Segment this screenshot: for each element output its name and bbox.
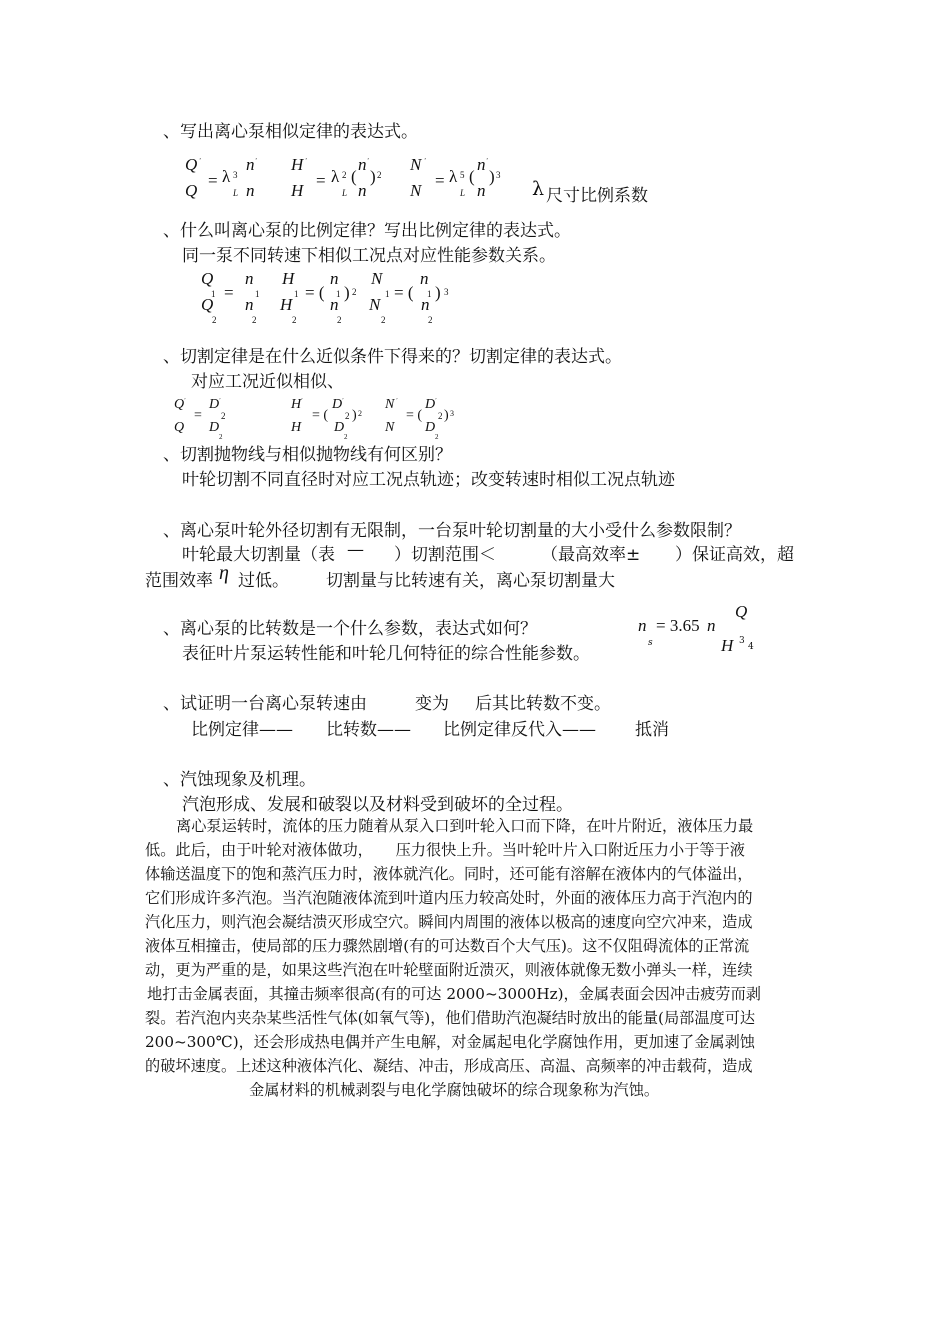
cavitation-line-7: 动，更为严重的是，如果这些汽泡在叶轮壁面附近溃灭，则液体就像无数小弹头一样，连续 <box>145 961 753 979</box>
question-3: 、切割定律是在什么近似条件下得来的？切割定律的表达式。 <box>163 347 622 367</box>
cavitation-line-8: 地打击金属表面，其撞击频率很高(有的可达 2000~3000Hz)，金属表面会因冲击疲劳而剥 <box>147 985 761 1003</box>
svg-text:n: n <box>330 295 339 314</box>
question-8: 、汽蚀现象及机理。 <box>163 770 316 790</box>
svg-text:': ' <box>184 398 186 404</box>
similarity-law-formulas <box>180 152 540 204</box>
question-1: 、写出离心泵相似定律的表达式。 <box>163 122 418 142</box>
svg-text:2: 2 <box>352 287 357 297</box>
cavitation-line-10: 200~300℃)，还会形成热电偶并产生电解，对金属起电化学腐蚀作用，更加速了金属剥蚀 <box>145 1033 755 1051</box>
svg-text:3: 3 <box>444 287 449 297</box>
svg-text:n: n <box>477 155 486 174</box>
svg-text:N: N <box>385 397 395 412</box>
svg-text:n: n <box>330 269 339 288</box>
cutting-law-formulas <box>170 392 470 442</box>
svg-text:': ' <box>435 398 437 404</box>
svg-text:λ: λ <box>331 167 340 186</box>
svg-text:1: 1 <box>294 289 299 299</box>
answer-5-line1d: （最高效率± <box>541 545 641 565</box>
svg-text:D: D <box>334 420 345 435</box>
svg-text:3: 3 <box>233 170 238 180</box>
question-7-part-b: 变为 <box>415 694 449 714</box>
svg-text:n: n <box>245 295 254 314</box>
answer-5-line2a: 范围效率 <box>145 571 213 591</box>
svg-text:L: L <box>460 188 466 198</box>
svg-text:Q: Q <box>185 181 198 200</box>
svg-text:': ' <box>342 398 344 404</box>
question-6: 、离心泵的比转数是一个什么参数，表达式如何？ <box>163 619 537 639</box>
svg-text:= (: = ( <box>312 408 329 423</box>
svg-text:5: 5 <box>460 170 465 180</box>
svg-text:): ) <box>344 283 350 302</box>
question-4: 、切割抛物线与相似抛物线有何区别？ <box>163 445 452 465</box>
answer-7-a: 比例定律—— <box>191 720 293 740</box>
svg-text:': ' <box>367 157 369 165</box>
svg-text:D: D <box>209 397 220 412</box>
svg-text:2: 2 <box>381 315 386 325</box>
svg-text:N: N <box>385 420 395 435</box>
svg-text:1: 1 <box>255 289 260 299</box>
proportional-law-formulas <box>195 268 475 326</box>
lambda-symbol: λ <box>532 178 545 200</box>
svg-text:= (: = ( <box>406 408 423 423</box>
cavitation-line-4: 它们形成许多汽泡。当汽泡随液体流到叶道内压力较高处时，外面的液体压力高于汽泡内的 <box>145 889 753 907</box>
cavitation-line-9: 裂。若汽泡内夹杂某些活性气体(如氧气等)，他们借助汽泡凝结时放出的能量(局部温度可达 <box>145 1009 756 1027</box>
svg-text:2: 2 <box>221 411 226 421</box>
svg-text:1: 1 <box>385 289 390 299</box>
svg-text:L: L <box>342 188 348 198</box>
svg-text:': ' <box>305 157 307 165</box>
svg-text:': ' <box>301 398 303 404</box>
svg-text:=: = <box>194 408 202 423</box>
question-7-part-a: 、试证明一台离心泵转速由 <box>163 694 367 714</box>
svg-text:n: n <box>245 269 254 288</box>
svg-text:H: H <box>291 155 304 174</box>
cavitation-line-2: 低。此后，由于叶轮对液体做功， 压力很快上升。当叶轮叶片入口附近压力小于等于液 <box>145 841 745 859</box>
svg-text:': ' <box>424 157 426 165</box>
svg-text:2: 2 <box>428 315 433 325</box>
question-7-part-c: 后其比转数不变。 <box>475 694 611 714</box>
svg-text:3: 3 <box>496 170 501 180</box>
svg-text:2: 2 <box>377 170 382 180</box>
svg-text:L: L <box>233 188 239 198</box>
svg-text:λ: λ <box>449 167 458 186</box>
svg-text:2: 2 <box>219 433 223 441</box>
answer-5-line1e: ）保证高效，超 <box>675 545 794 565</box>
svg-text:2: 2 <box>345 411 350 421</box>
svg-text:D: D <box>425 420 436 435</box>
svg-text:': ' <box>486 157 488 165</box>
svg-text:2: 2 <box>292 315 297 325</box>
svg-text:): ) <box>352 408 357 423</box>
svg-text:D: D <box>425 397 436 412</box>
answer-5-line2b: 过低。 <box>238 571 289 591</box>
svg-text:n: n <box>358 155 367 174</box>
cavitation-line-6: 液体互相撞击，使局部的压力骤然剧增(有的可达数百个大气压)。这不仅阻碍流体的正常流 <box>145 937 750 955</box>
svg-text:Q: Q <box>174 397 185 412</box>
svg-text:': ' <box>199 157 201 165</box>
svg-text:N: N <box>369 295 381 314</box>
cavitation-line-11: 的破坏速度。上述这种液体汽化、凝结、冲击，形成高压、高温、高频率的冲击载荷，造成 <box>145 1057 753 1075</box>
answer-7-c: 比例定律反代入—— <box>443 720 596 740</box>
svg-text:2: 2 <box>252 315 257 325</box>
svg-text:): ) <box>489 167 495 186</box>
svg-text:2: 2 <box>212 315 217 325</box>
lambda-note: 尺寸比例系数 <box>546 186 648 206</box>
svg-text:2: 2 <box>344 433 348 441</box>
svg-text:H: H <box>291 397 302 412</box>
svg-text:3: 3 <box>450 409 454 418</box>
question-2: 、什么叫离心泵的比例定律？写出比例定律的表达式。 <box>163 221 571 241</box>
answer-7-d: 抵消 <box>635 720 669 740</box>
answer-5-line2c: 切割量与比转速有关，离心泵切割量大 <box>326 571 615 591</box>
svg-text:H: H <box>282 269 295 288</box>
answer-6: 表征叶片泵运转性能和叶轮几何特征的综合性能参数。 <box>182 644 590 664</box>
cavitation-line-5: 汽化压力，则汽泡会凝结溃灭形成空穴。瞬间内周围的液体以极高的速度向空穴冲来，造成 <box>145 913 753 931</box>
svg-text:n: n <box>420 269 429 288</box>
svg-text:2: 2 <box>358 409 362 418</box>
svg-text:λ: λ <box>222 167 231 186</box>
answer-5-line1c: ）切割范围＜ <box>394 545 496 565</box>
svg-text:(: ( <box>469 167 475 186</box>
svg-text:): ) <box>444 408 449 423</box>
svg-text:2: 2 <box>435 433 439 441</box>
svg-text:n: n <box>421 295 430 314</box>
svg-text:D: D <box>332 397 343 412</box>
cavitation-line-3: 体输送温度下的饱和蒸汽压力时，液体就汽化。同时，还可能有溶解在液体内的气体溢出， <box>145 865 753 883</box>
svg-text:': ' <box>219 398 221 404</box>
svg-text:H: H <box>280 295 293 314</box>
svg-text:n: n <box>246 155 255 174</box>
answer-5-line1a: 叶轮最大切割量（表 <box>182 545 335 565</box>
svg-text:= (: = ( <box>394 283 414 302</box>
svg-text:(: ( <box>351 167 357 186</box>
svg-text:N: N <box>410 155 422 174</box>
svg-text:2: 2 <box>342 170 347 180</box>
svg-text:': ' <box>255 157 257 165</box>
eta-symbol: η <box>219 562 229 584</box>
question-5: 、离心泵叶轮外径切割有无限制，一台泵叶轮切割量的大小受什么参数限制？ <box>163 521 741 541</box>
svg-text:=: = <box>224 283 234 302</box>
answer-3: 对应工况近似相似、 <box>191 372 344 392</box>
svg-text:1: 1 <box>427 289 432 299</box>
svg-text:=: = <box>435 171 445 190</box>
svg-text:= (: = ( <box>305 283 325 302</box>
answer-2: 同一泵不同转速下相似工况点对应性能参数关系。 <box>182 246 556 266</box>
svg-text:Q: Q <box>201 295 214 314</box>
svg-text:N: N <box>410 181 422 200</box>
svg-text:': ' <box>396 398 398 404</box>
svg-text:H: H <box>291 420 302 435</box>
answer-4: 叶轮切割不同直径时对应工况点轨迹；改变转速时相似工况点轨迹 <box>182 470 675 490</box>
svg-text:n: n <box>246 181 255 200</box>
svg-text:Q: Q <box>201 269 214 288</box>
svg-text:2: 2 <box>438 411 443 421</box>
svg-text:n: n <box>358 181 367 200</box>
svg-text:1: 1 <box>211 289 216 299</box>
svg-text:H: H <box>291 181 304 200</box>
svg-text:1: 1 <box>336 289 341 299</box>
specific-speed-formula: n s = 3.65 n Q H 3 4 <box>638 602 754 655</box>
cavitation-line-12: 金属材料的机械剥裂与电化学腐蚀破坏的综合现象称为汽蚀。 <box>249 1081 660 1099</box>
svg-text:n: n <box>477 181 486 200</box>
answer-5-line1b: — <box>347 540 364 560</box>
svg-text:Q: Q <box>174 420 185 435</box>
svg-text:): ) <box>435 283 441 302</box>
svg-text:N: N <box>371 269 383 288</box>
svg-text:Q: Q <box>185 155 198 174</box>
svg-text:D: D <box>209 420 220 435</box>
cavitation-line-1: 离心泵运转时，流体的压力随着从泵入口到叶轮入口而下降，在叶片附近，液体压力最 <box>176 817 754 835</box>
answer-8: 汽泡形成、发展和破裂以及材料受到破坏的全过程。 <box>182 795 573 815</box>
svg-text:=: = <box>208 171 218 190</box>
svg-text:2: 2 <box>337 315 342 325</box>
svg-text:): ) <box>370 167 376 186</box>
svg-text:=: = <box>316 171 326 190</box>
answer-7-b: 比转数—— <box>326 720 411 740</box>
